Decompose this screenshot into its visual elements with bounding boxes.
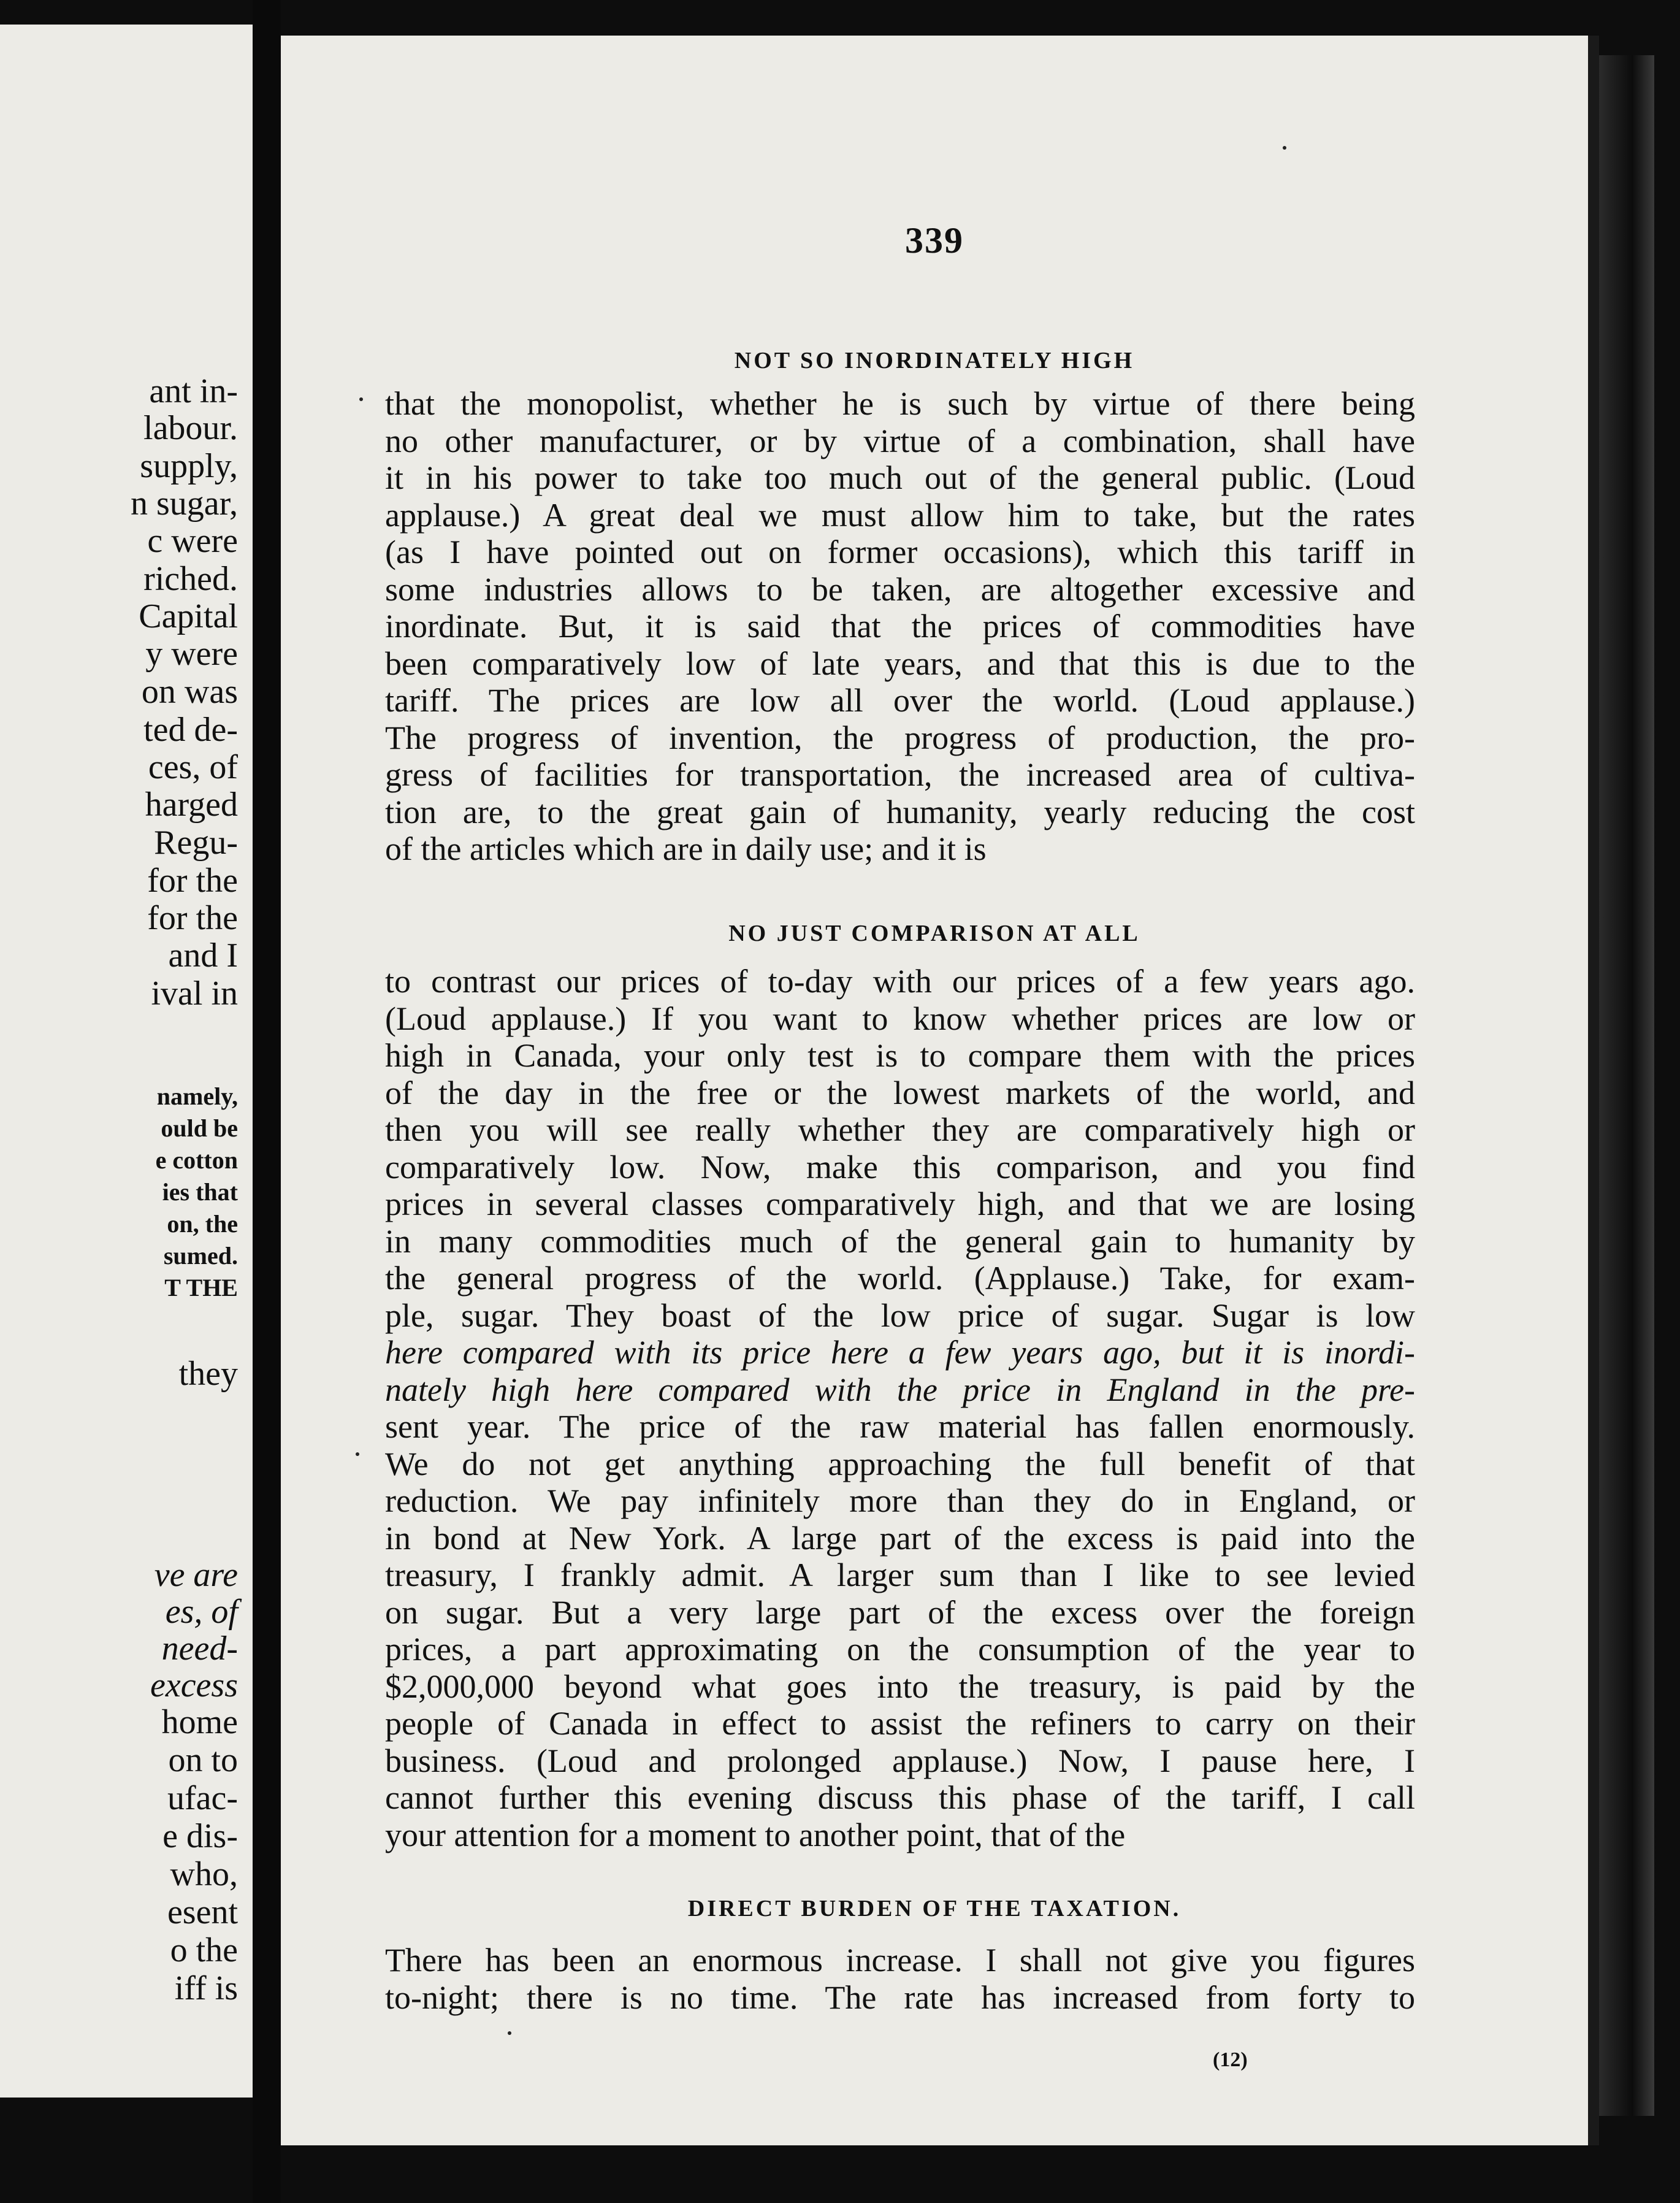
page-number: 339 [905,220,964,261]
left-page-line: labour. [143,409,238,447]
section-heading: DIRECT BURDEN OF THE TAXATION. [687,1896,1182,1921]
text-line: here compared with its price here a few years ago, but it is inordi- [385,1334,1415,1371]
text-line: business. (Loud and prolonged applause.) Now, I pause here, I [385,1742,1415,1779]
text-line: of the day in the free or the lowest markets of the world, and [385,1074,1415,1111]
left-page-line: home [161,1703,238,1741]
ink-speck [359,397,363,401]
text-line: comparatively low. Now, make this comparison, and you find [385,1148,1415,1186]
left-facing-page [0,25,253,2098]
left-page-footnote-line: ould be [161,1114,238,1142]
left-page-line: ant in- [149,372,238,410]
left-page-italic-line: excess [150,1666,238,1704]
text-line: treasury, I frankly admit. A larger sum than I like to see levied [385,1557,1415,1593]
text-line: in many commodities much of the general gain to humanity by [385,1222,1415,1260]
text-line: sent year. The price of the raw material has fallen enormously. [385,1408,1415,1445]
left-page-italic-line: es, of [165,1593,238,1631]
text-line: prices, a part approximating on the consumption of the year to [385,1631,1415,1668]
left-page-line: esent [167,1893,238,1931]
text-line: prices in several classes comparatively high, and that we are losing [385,1186,1415,1222]
text-line: some industries allows to be taken, are altogether excessive and [385,570,1415,608]
text-line: people of Canada in effect to assist the refiners to carry on their [385,1705,1415,1742]
left-page-line: n sugar, [130,485,238,523]
text-line: your attention for a moment to another point, that of the [385,1816,1126,1853]
left-page-line: supply, [140,447,238,485]
text-line: reduction. We pay infinitely more than they do in England, or [385,1482,1415,1519]
section-body [385,963,1415,1853]
left-page-italic-line: ve are [154,1556,238,1594]
text-line: applause.) A great deal we must allow him to take, but the rates [385,496,1415,534]
text-line: been comparatively low of late years, and that this is due to the [385,645,1415,682]
left-page-footnote-line: e cotton [155,1146,238,1174]
left-page-line: for the [147,899,238,937]
text-line: tariff. The prices are low all over the world. (Loud applause.) [385,682,1415,719]
text-line: The progress of invention, the progress of production, the pro- [385,719,1415,756]
section-body [385,385,1415,868]
text-line: that the monopolist, whether he is such by virtue of there being [385,385,1415,422]
text-line: in bond at New York. A large part of the excess is paid into the [385,1519,1415,1557]
left-page-line: ufac- [167,1779,238,1817]
text-line: on sugar. But a very large part of the excess over the foreign [385,1593,1415,1631]
left-page-italic-line: need- [161,1630,238,1668]
left-page-footnote-line: on, the [167,1210,238,1238]
text-line: $2,000,000 beyond what goes into the treasury, is paid by the [385,1668,1415,1705]
left-page-footnote-line: T THE [164,1274,238,1301]
left-page-line: e dis- [162,1817,238,1855]
text-line: There has been an enormous increase. I shall not give you figures [385,1942,1415,1979]
left-page-line: o the [170,1931,238,1969]
left-page-line: ival in [151,975,238,1013]
left-page-line: Capital [139,597,238,635]
left-page-line: and I [168,937,238,975]
text-line: nately high here compared with the price in England in the pre- [385,1371,1415,1408]
left-page-line: for the [147,862,238,900]
left-page-line: who, [170,1855,238,1893]
text-line: gress of facilities for transportation, the increased area of cultiva- [385,756,1415,793]
ink-speck [1283,146,1286,150]
left-page-line: riched. [143,560,238,598]
left-page-line: they [178,1355,238,1393]
left-page-line: iff is [174,1969,238,2007]
left-page-footnote-line: sumed. [163,1242,238,1270]
text-line: no other manufacturer, or by virtue of a combination, shall have [385,422,1415,459]
book-page [281,36,1599,2145]
left-page-line: harged [145,786,238,824]
ink-speck [508,2031,511,2035]
text-line: inordinate. But, it is said that the prices of commodities have [385,608,1415,645]
book-spine-shadow [253,0,281,2203]
text-line: to-night; there is no time. The rate has increased from forty to [385,1979,1415,2016]
left-page-line: y were [145,635,238,673]
left-page-line: ted de- [143,711,238,749]
left-page-line: Regu- [154,824,238,862]
signature-mark: (12) [1213,2048,1248,2071]
left-page-line: ces, of [148,748,238,786]
text-line: tion are, to the great gain of humanity, yearly reducing the cost [385,793,1415,830]
left-page-line: on was [141,673,238,711]
text-line: (as I have pointed out on former occasions), which this tariff in [385,534,1415,570]
text-line: We do not get anything approaching the full benefit of that [385,1445,1415,1482]
left-page-footnote-line: namely, [156,1082,238,1110]
text-line: the general progress of the world. (Applause.) Take, for exam- [385,1260,1415,1297]
ink-speck [356,1452,359,1456]
left-page-footnote-line: ies that [162,1178,238,1206]
text-line: it in his power to take too much out of the general public. (Loud [385,459,1415,496]
section-body [385,1942,1415,2016]
text-line: to contrast our prices of to-day with our prices of a few years ago. [385,963,1415,1000]
text-line: (Loud applause.) If you want to know whether prices are low or [385,1000,1415,1037]
text-line: high in Canada, your only test is to compare them with the prices [385,1037,1415,1074]
section-heading: NO JUST COMPARISON AT ALL [728,921,1140,946]
text-line: then you will see really whether they are comparatively high or [385,1111,1415,1148]
text-line: cannot further this evening discuss this phase of the tariff, I call [385,1779,1415,1816]
left-page-line: c were [147,522,238,560]
text-line: ple, sugar. They boast of the low price of sugar. Sugar is low [385,1297,1415,1334]
left-page-line: on to [168,1741,238,1779]
page-edge-stack [1599,55,1654,2116]
section-heading: NOT SO INORDINATELY HIGH [734,348,1135,374]
text-line: of the articles which are in daily use; and it is [385,830,987,867]
